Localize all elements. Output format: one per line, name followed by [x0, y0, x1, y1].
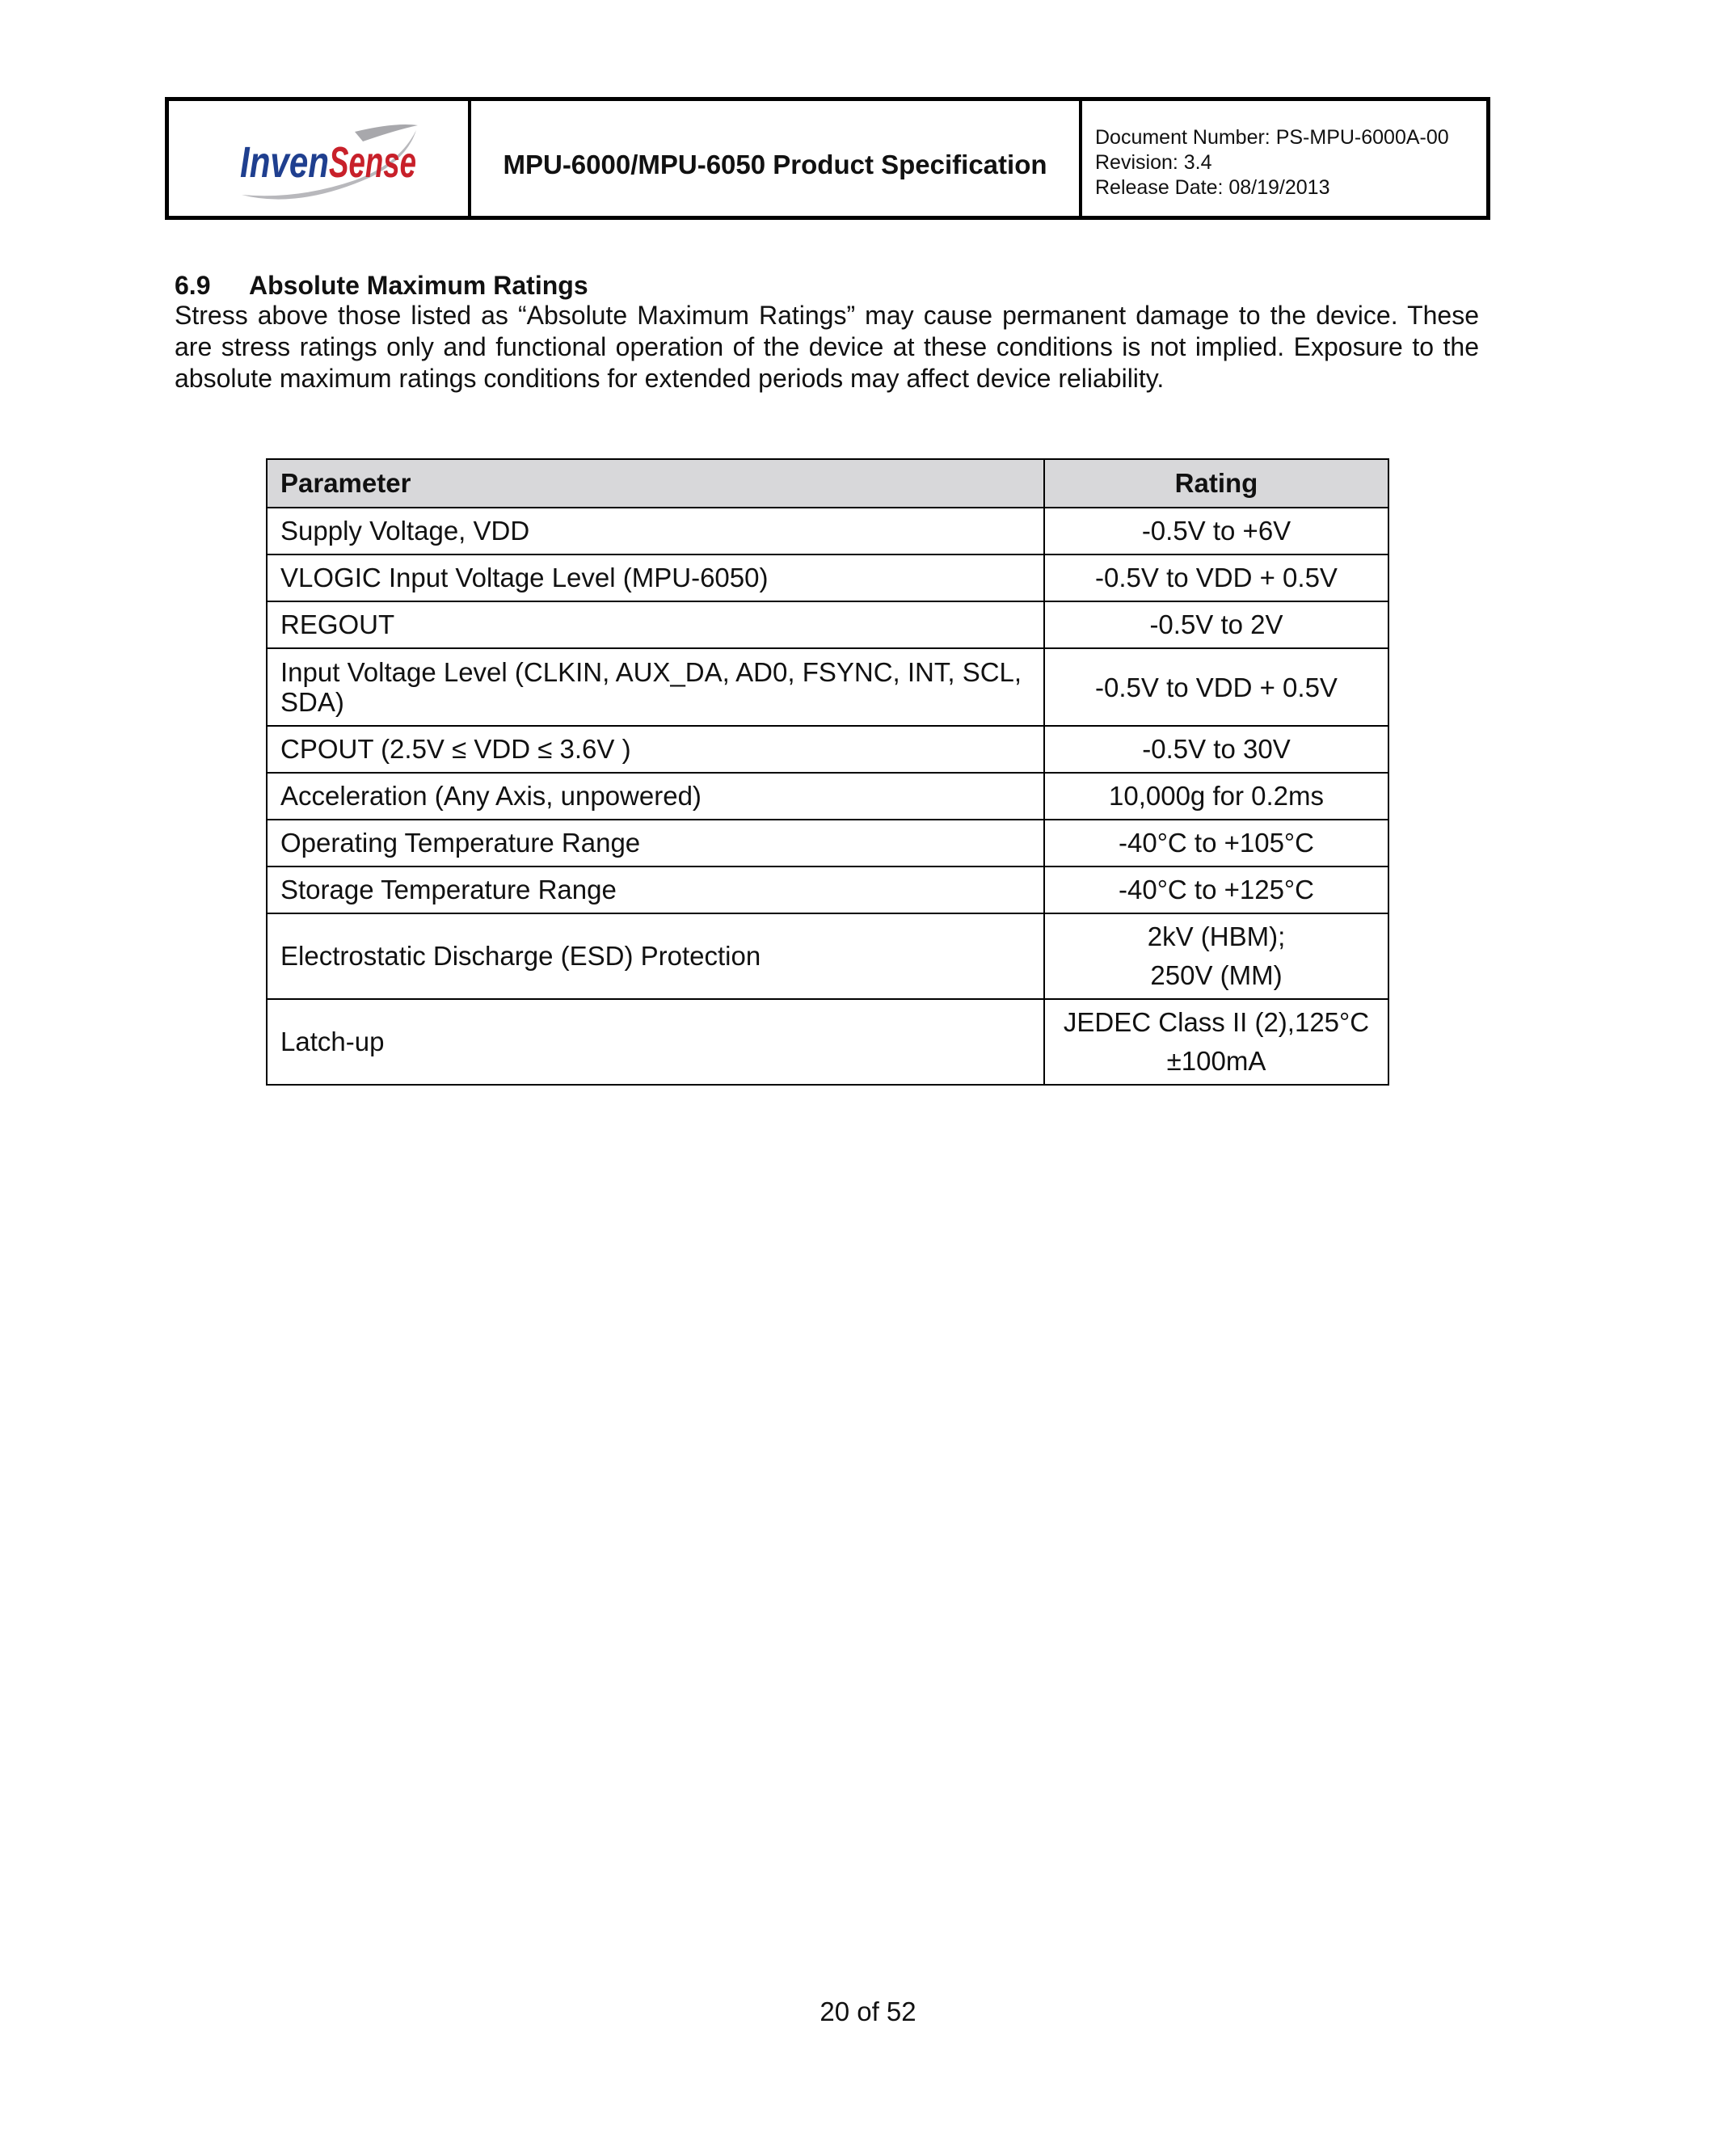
table-header-row [267, 459, 1388, 508]
table-row [267, 820, 1388, 866]
rating-cell: -0.5V to VDD + 0.5V [1044, 554, 1388, 601]
document-number: Document Number: PS-MPU-6000A-00 [1095, 126, 1449, 149]
table-row [267, 726, 1388, 773]
table-row [267, 773, 1388, 820]
parameter-cell: Storage Temperature Range [267, 866, 1044, 913]
rating-cell: -40°C to +125°C [1044, 866, 1388, 913]
table-row [267, 601, 1388, 648]
column-header-rating: Rating [1044, 459, 1388, 508]
rating-line: JEDEC Class II (2),125°C [1063, 1007, 1370, 1037]
document-meta [1082, 101, 1486, 216]
parameter-cell: REGOUT [267, 601, 1044, 648]
logo-cell [169, 101, 471, 216]
table-row [267, 866, 1388, 913]
page-number: 20 of 52 [820, 1997, 916, 2026]
absolute-max-ratings-table [266, 458, 1389, 1086]
table-row [267, 554, 1388, 601]
parameter-cell: Input Voltage Level (CLKIN, AUX_DA, AD0, FSYNC, INT, SCL, SDA) [267, 648, 1044, 726]
parameter-cell: Acceleration (Any Axis, unpowered) [267, 773, 1044, 820]
document-revision: Revision: 3.4 [1095, 151, 1212, 174]
rating-cell: -0.5V to +6V [1044, 508, 1388, 554]
rating-line: 250V (MM) [1150, 960, 1283, 990]
parameter-cell: Operating Temperature Range [267, 820, 1044, 866]
document-header [165, 97, 1490, 220]
invensense-logo [234, 114, 428, 211]
rating-cell: -0.5V to VDD + 0.5V [1044, 648, 1388, 726]
section-number: 6.9 [175, 271, 211, 300]
section-heading [175, 269, 588, 301]
rating-cell [1044, 913, 1388, 999]
document-title: MPU-6000/MPU-6050 Product Specification [471, 101, 1082, 216]
rating-cell: -0.5V to 2V [1044, 601, 1388, 648]
section-body: Stress above those listed as “Absolute Maximum Ratings” may cause permanent damage to the device. These are stress ratings only and functional operation of the device at these conditions is not implied. Exposure to the absolute maximum ratings conditions for extended periods may affect device reliability. [175, 301, 1479, 393]
parameter-cell: VLOGIC Input Voltage Level (MPU-6050) [267, 554, 1044, 601]
rating-cell [1044, 999, 1388, 1085]
table-row [267, 508, 1388, 554]
rating-cell: -0.5V to 30V [1044, 726, 1388, 773]
svg-text:Inven: Inven [240, 138, 329, 187]
section-title: Absolute Maximum Ratings [249, 271, 588, 300]
parameter-cell: Latch-up [267, 999, 1044, 1085]
table-row [267, 648, 1388, 726]
rating-line: 2kV (HBM); [1147, 921, 1286, 951]
parameter-cell: Supply Voltage, VDD [267, 508, 1044, 554]
rating-line: ±100mA [1166, 1046, 1266, 1076]
parameter-cell: Electrostatic Discharge (ESD) Protection [267, 913, 1044, 999]
table-row [267, 999, 1388, 1085]
svg-text:Sense: Sense [329, 138, 416, 187]
table-row [267, 913, 1388, 999]
parameter-cell: CPOUT (2.5V ≤ VDD ≤ 3.6V ) [267, 726, 1044, 773]
rating-cell: -40°C to +105°C [1044, 820, 1388, 866]
rating-cell: 10,000g for 0.2ms [1044, 773, 1388, 820]
column-header-parameter: Parameter [267, 459, 1044, 508]
release-date: Release Date: 08/19/2013 [1095, 176, 1330, 199]
